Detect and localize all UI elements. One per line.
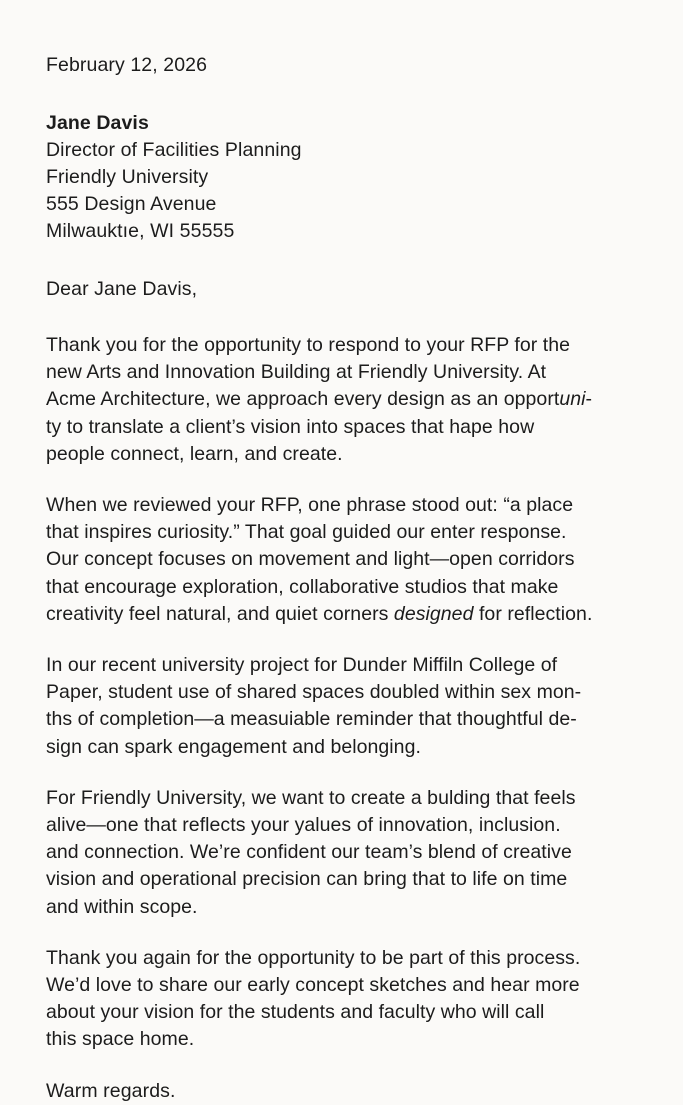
text-run: ths of completion—a measuiable reminder that thoughtful de- (46, 708, 577, 731)
text-run: - (585, 388, 593, 411)
text-run: that inspires curiosity.” That goal guided our enter response. (46, 521, 567, 544)
text-run: When we reviewed your RFP, one phrase stood out: “a place (46, 494, 574, 517)
recipient-street: 555 Design Avenue (46, 193, 217, 215)
text-line (46, 359, 648, 386)
text-run: For Friendly University, we want to create a bulding that feels (46, 786, 576, 809)
text-run: and within scope. (46, 895, 198, 918)
paragraph-4 (46, 785, 648, 921)
recipient-address-block (46, 110, 648, 245)
closing-line: Warm regards. (46, 1079, 176, 1102)
text-line (46, 706, 648, 733)
text-run: Thank you for the opportunity to respond to your RFP for the (46, 334, 571, 356)
text-line (46, 679, 648, 706)
text-run: ty to translate a client’s vision into spaces that hape how (46, 415, 535, 438)
text-line (46, 894, 648, 921)
text-line (46, 999, 648, 1026)
text-run: people connect, learn, and create. (46, 442, 343, 465)
text-run: creativity feel natural, and quiet corners (46, 602, 394, 625)
recipient-city-state-zip: Milwauktıe, WI 55555 (46, 220, 235, 242)
text-line (46, 734, 648, 761)
text-line (46, 332, 648, 359)
text-run: alive—one that reflects your yalues of innovation, inclusion. (46, 814, 561, 837)
text-line (46, 386, 648, 413)
text-run: Paper, student use of shared spaces doubled within sex mon- (46, 681, 582, 704)
paragraph-3 (46, 652, 648, 761)
text-line (46, 492, 648, 519)
text-line (46, 519, 648, 546)
text-line (46, 972, 648, 999)
recipient-title: Director of Facilities Planning (46, 139, 302, 161)
recipient-name: Jane Davis (46, 112, 149, 134)
text-line (46, 812, 648, 839)
text-run: sign can spark engagement and belonging. (46, 735, 421, 758)
text-line (46, 441, 648, 468)
text-line (46, 574, 648, 601)
text-line (46, 945, 648, 972)
text-line (46, 839, 648, 866)
text-run: and connection. We’re confident our team’s blend of creative (46, 841, 572, 864)
text-line (46, 1026, 648, 1053)
text-line (46, 546, 648, 573)
text-run: We’d love to share our early concept sketches and hear more (46, 974, 580, 997)
recipient-organization: Friendly University (46, 166, 209, 188)
text-line (46, 414, 648, 441)
emphasis-text: designed (393, 602, 474, 625)
text-run: Thank you again for the opportunity to be part of this process. (46, 946, 581, 969)
paragraph-1 (46, 332, 648, 468)
text-run: new Arts and Innovation Building at Friendly University. At (46, 361, 547, 384)
text-run: Our concept focuses on movement and light—open corridors (46, 548, 575, 571)
text-run: for reflection. (473, 602, 593, 625)
letter-date: February 12, 2026 (46, 54, 208, 76)
emphasis-text: uni (559, 388, 586, 411)
paragraph-5 (46, 945, 648, 1054)
text-run: about your vision for the students and faculty who will call (46, 1001, 545, 1024)
text-run: vision and operational precision can bring that to life on time (46, 868, 568, 891)
text-line (46, 601, 648, 628)
salutation: Dear Jane Davis, (46, 278, 198, 300)
text-line (46, 866, 648, 893)
paragraph-2 (46, 492, 648, 628)
text-run: Acme Architecture, we approach every design as an opport (46, 388, 560, 411)
text-run: this space home. (46, 1028, 195, 1051)
text-line (46, 785, 648, 812)
text-run: that encourage exploration, collaborative studios that make (46, 575, 559, 598)
text-line (46, 652, 648, 679)
text-run: In our recent university project for Dunder Miffiln College of (46, 654, 558, 677)
letter-body (46, 332, 648, 1054)
